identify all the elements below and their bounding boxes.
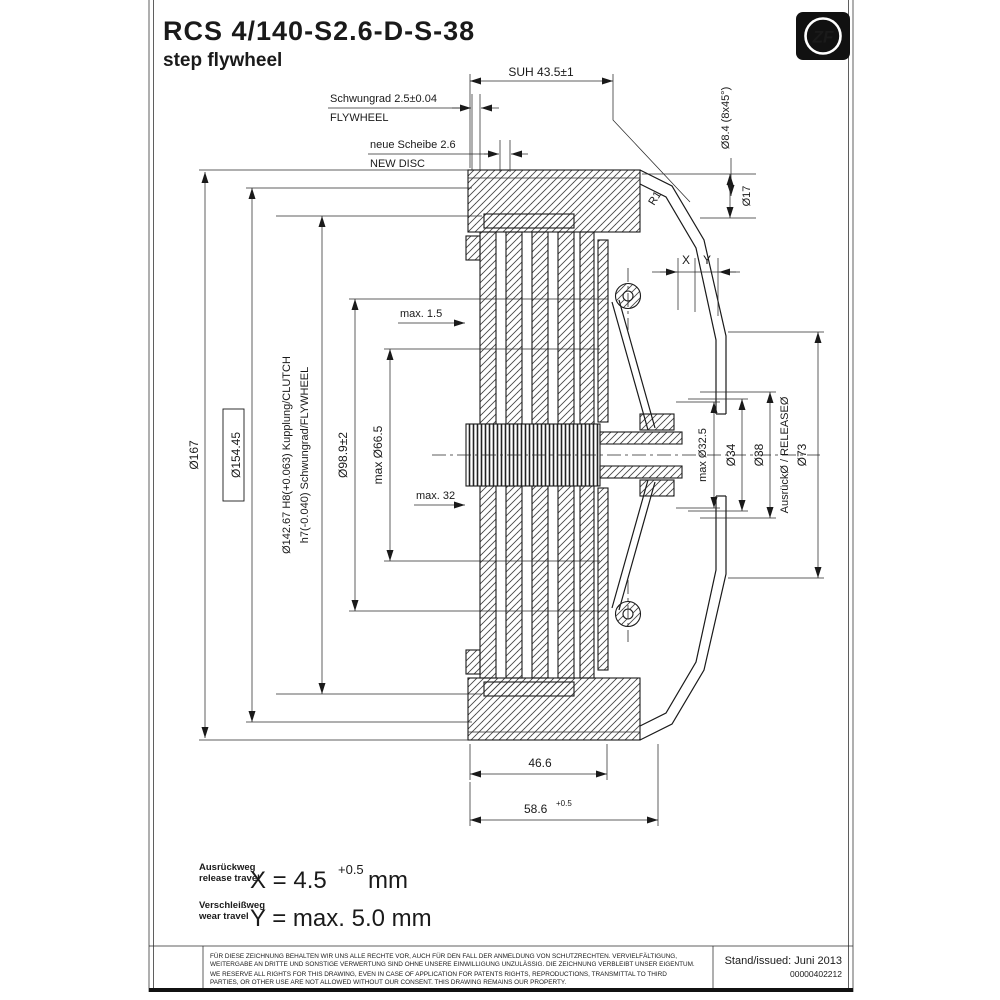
wear-travel-de: Verschleißweg <box>199 900 266 911</box>
disclaimer-en-line2: PARTIES, OR OTHER USE ARE NOT ALLOWED WITHOUT OUR CONSENT. THIS DRAWING REMAINS OUR PROPERTY. <box>210 979 567 986</box>
dim-flywheel-label: FLYWHEEL <box>330 112 389 124</box>
cover-bolt-bottom <box>616 580 641 642</box>
disclaimer-en-line1: WE RESERVE ALL RIGHTS FOR THIS DRAWING, EVEN IN CASE OF APPLICATION FOR PATENTS RIGHTS, REPRODUCTIONS, TRANSMITTAL TO THIRD <box>210 971 667 978</box>
disclaimer-de-line2: WEITERGABE AN DRITTE UND SONSTIGE VERWERTUNG SIND OHNE UNSERE EINWILLIGUNG UNZULÄSSIG. DIE ZEICHNUNG VERBLEIBT UNSER EIGENTUM. <box>210 961 695 968</box>
drawing-title: RCS 4/140-S2.6-D-S-38 <box>163 16 476 46</box>
dim-schwungrad-label: Schwungrad 2.5±0.04 <box>330 93 437 105</box>
note-max15 <box>398 308 465 323</box>
dim-d167-label: Ø167 <box>187 440 201 470</box>
zf-logo-text: ZF <box>812 27 834 47</box>
release-travel-formula: X = 4.5 <box>250 867 327 894</box>
wear-travel-row <box>198 900 432 932</box>
dim-xy <box>652 253 740 316</box>
release-travel-row <box>199 862 408 894</box>
dim-d73-label: Ø73 <box>795 443 809 467</box>
dim-release-label: AusrückØ / RELEASEØ <box>779 396 791 514</box>
dim-d32-label: max Ø32.5 <box>697 428 709 482</box>
dim-newdisc-label: NEW DISC <box>370 158 425 170</box>
footer-issued-block <box>725 955 843 979</box>
dim-bolt-holes-label: Ø8.4 (8x45°) <box>720 86 732 150</box>
wear-travel-formula: Y = max. 5.0 mm <box>250 905 432 932</box>
release-travel-de: Ausrückweg <box>199 862 256 873</box>
doc-number: 00000402212 <box>789 969 842 979</box>
dim-w466 <box>470 744 607 780</box>
wear-travel-en: wear travel <box>199 911 249 922</box>
clutch-pack-bottom <box>466 486 608 696</box>
release-travel-en: release travel <box>199 873 260 884</box>
disclaimer-de-line1: FÜR DIESE ZEICHNUNG BEHALTEN WIR UNS ALLE RECHTE VOR, AUCH FÜR DEN FALL DER ANMELDUNG VON SCHUTZRECHTEN. VERVIELFÄLTIGUNG, <box>210 953 678 960</box>
cover-bolt-top <box>616 268 641 330</box>
zf-logo <box>796 12 850 60</box>
dim-d34-label: Ø34 <box>724 443 738 467</box>
dim-d38-label: Ø38 <box>752 443 766 467</box>
dim-x-label: X <box>681 253 691 267</box>
dim-y-label: Y <box>702 253 712 267</box>
dim-d142-clutch-label: Ø142.67 H8(+0.063) Kupplung/CLUTCH <box>281 356 293 554</box>
dim-d66-label: max Ø66.5 <box>371 425 385 485</box>
dim-d142-flywheel-label: h7(-0.040) Schwungrad/FLYWHEEL <box>299 366 311 544</box>
dim-w586-label: 58.6 <box>524 802 548 816</box>
dim-w586 <box>470 744 658 826</box>
note-max32 <box>414 490 465 505</box>
release-travel-unit: mm <box>368 867 408 894</box>
drawing-subtitle: step flywheel <box>163 50 283 71</box>
frame-bottom-bar <box>149 988 853 992</box>
dim-w466-label: 46.6 <box>528 756 552 770</box>
note-max15-label: max. 1.5 <box>400 308 443 320</box>
note-max32-label: max. 32 <box>416 490 456 502</box>
dim-suh-label: SUH 43.5±1 <box>508 65 574 79</box>
dim-radius-label: R1 <box>646 189 664 208</box>
sheet-frame <box>149 0 853 992</box>
footer-disclaimer <box>210 952 695 986</box>
dim-d17-label: Ø17 <box>741 185 753 207</box>
dim-w586-tol: +0.5 <box>556 799 572 808</box>
dim-new-disc <box>368 139 528 172</box>
dim-scheibe-label: neue Scheibe 2.6 <box>370 139 456 151</box>
release-travel-tol: +0.5 <box>338 862 364 877</box>
dim-d98-label: Ø98.9±2 <box>336 432 350 478</box>
issued-date: Stand/issued: Juni 2013 <box>724 955 842 967</box>
clutch-pack-top <box>466 214 608 424</box>
dim-d154-label: Ø154.45 <box>229 431 243 479</box>
